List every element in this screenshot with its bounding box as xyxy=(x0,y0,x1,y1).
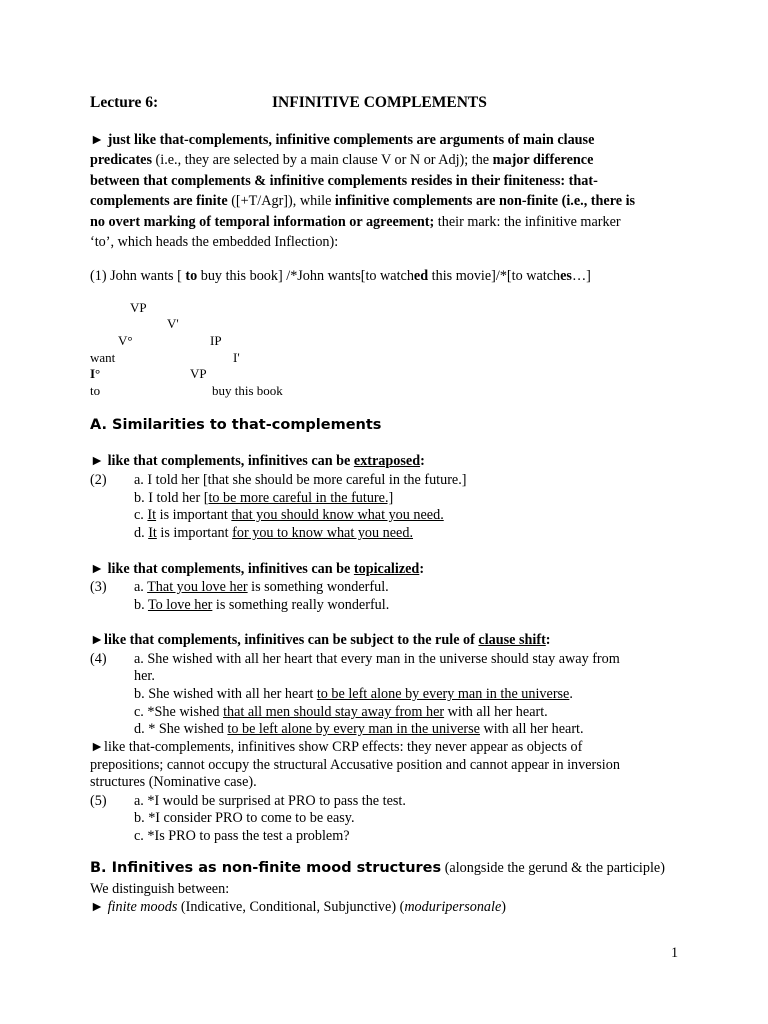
example-1: (1) John wants [ to buy this book] /*John wants[to watched this movie]/*[to watches…] xyxy=(90,268,591,284)
intro-line-6: ‘to’, which heads the embedded Inflection): xyxy=(90,234,339,250)
example-5c: c. *Is PRO to pass the test a problem? xyxy=(134,828,350,844)
example-4c: c. *She wished that all men should stay away from her with all her heart. xyxy=(134,704,548,720)
intro-line-4: complements are finite ([+T/Agr]), while infinitive complements are non-finite (i.e., there is xyxy=(90,193,636,209)
example-2a: a. I told her [that she should be more careful in the future.] xyxy=(134,472,467,488)
tree-node-ibar: I' xyxy=(233,350,240,365)
section-a-point-3: ►like that complements, infinitives can be subject to the rule of clause shift: xyxy=(90,632,551,648)
tree-node-vp: VP xyxy=(130,300,147,315)
section-a-point-1: ► like that complements, infinitives can be extraposed: xyxy=(90,453,425,469)
section-a-point-4-line-1: ►like that-complements, infinitives show CRP effects: they never appear as objects of xyxy=(90,739,583,755)
example-5b: b. *I consider PRO to come to be easy. xyxy=(134,810,355,826)
example-4a-cont: her. xyxy=(134,668,155,684)
intro-line-3: between that complements & infinitive complements resides in their finiteness: that- xyxy=(90,173,598,189)
example-3a: a. That you love her is something wonderful. xyxy=(134,579,389,595)
intro-line-1: ► just like that-complements, infinitive complements are arguments of main clause xyxy=(90,132,595,148)
section-b-heading: B. Infinitives as non-finite mood structures (alongside the gerund & the participle) xyxy=(90,860,665,876)
example-3b: b. To love her is something really wonderful. xyxy=(134,597,390,613)
section-b-finite-moods: ► finite moods (Indicative, Conditional, Subjunctive) (moduripersonale) xyxy=(90,899,506,915)
tree-node-vp2: VP xyxy=(190,366,207,381)
section-a-point-4-line-2: prepositions; cannot occupy the structural Accusative position and cannot appear in inversion xyxy=(90,757,620,773)
tree-node-i0: I° xyxy=(90,366,101,381)
example-4b: b. She wished with all her heart to be left alone by every man in the universe. xyxy=(134,686,573,702)
tree-leaf-buy-this-book: buy this book xyxy=(212,383,283,398)
example-4a: a. She wished with all her heart that every man in the universe should stay away from xyxy=(134,651,620,667)
section-a-point-2: ► like that complements, infinitives can be topicalized: xyxy=(90,561,425,577)
lecture-label: Lecture 6: xyxy=(90,94,159,111)
tree-node-v0: V° xyxy=(118,333,133,348)
example-4d: d. * She wished to be left alone by every man in the universe with all her heart. xyxy=(134,721,584,737)
intro-line-5: no overt marking of temporal information or agreement; their mark: the infinitive marker xyxy=(90,214,621,230)
section-a-heading: A. Similarities to that-complements xyxy=(90,417,382,433)
example-4-number: (4) xyxy=(90,651,107,667)
example-2c: c. It is important that you should know what you need. xyxy=(134,507,444,523)
example-5a: a. *I would be surprised at PRO to pass the test. xyxy=(134,793,406,809)
page-title: INFINITIVE COMPLEMENTS xyxy=(272,94,487,111)
tree-leaf-want: want xyxy=(90,350,116,365)
section-a-point-4-line-3: structures (Nominative case). xyxy=(90,774,257,790)
example-5-number: (5) xyxy=(90,793,107,809)
example-3-number: (3) xyxy=(90,579,107,595)
section-b-distinguish: We distinguish between: xyxy=(90,881,230,897)
example-2d: d. It is important for you to know what you need. xyxy=(134,525,413,541)
example-2b: b. I told her [to be more careful in the future.] xyxy=(134,490,394,506)
page-number: 1 xyxy=(671,945,679,961)
tree-node-vbar: V' xyxy=(167,316,179,331)
intro-line-2: predicates (i.e., they are selected by a main clause V or N or Adj); the major difference xyxy=(90,152,594,168)
tree-node-ip: IP xyxy=(210,333,222,348)
example-2-number: (2) xyxy=(90,472,107,488)
tree-leaf-to: to xyxy=(90,383,101,398)
